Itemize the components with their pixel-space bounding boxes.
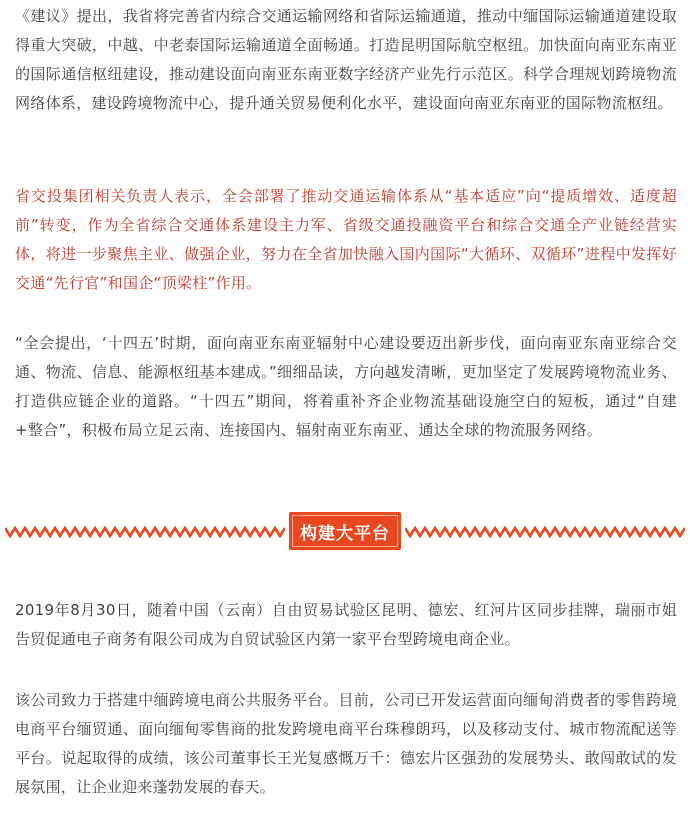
paragraph-cross-border-ecommerce: 该公司致力于搭建中缅跨境电商公共服务平台。目前，公司已开发运营面向缅甸消费者的零售跨境电商平台缅贸通、面向缅甸零售商的批发跨境电商平台珠穆朗玛，以及移动支付、城市物流配送等平台。说起取得的成绩，该公司董事长王光复感慨万千：德宏片区强劲的发展势头、敢闯敢试的发展氛围，让企业迎来蓬勃发展的春天。 (15, 691, 677, 796)
section-divider (0, 510, 690, 554)
paragraph-fourteenth-five-year: “全会提出，‘十四五’时期，面向南亚东南亚辐射中心建设要迈出新步伐，面向南亚东南亚综合交通、物流、信息、能源枢纽基本建成。”细细品读，方向越发清晰，更加坚定了发展跨境物流业务、打造供应链企业的道路。“十四五”期间，将着重补齐企业物流基础设施空白的短板，通过“自建+整合”，积极布局立足云南、连接国内、辐射南亚东南亚、通达全球的物流服务网络。 (15, 334, 677, 439)
section-heading-badge (289, 512, 401, 550)
section-heading: 构建大平台 (300, 523, 390, 544)
paragraph-suggestion: 《建议》提出，我省将完善省内综合交通运输网络和省际运输通道，推动中缅国际运输通道建设取得重大突破，中越、中老泰国际运输通道全面畅通。打造昆明国际航空枢纽。加快面向南亚东南亚的国际通信枢纽建设，推动建设面向南亚东南亚数字经济产业先行示范区。科学合理规划跨境物流网络体系，建设跨境物流中心，提升通关贸易便利化水平，建设面向南亚东南亚的国际物流枢纽。 (15, 7, 677, 112)
paragraph-transport-group-quote: 省交投集团相关负责人表示，全会部署了推动交通运输体系从“基本适应”向“提质增效、适度超前”转变，作为全省综合交通体系建设主力军、省级交通投融资平台和综合交通全产业链经营实体，将进一步聚焦主业、做强企业，努力在全省加快融入国内国际“大循环、双循环”进程中发挥好交通“先行官”和国企“顶梁柱”作用。 (15, 187, 677, 292)
left-zigzag-decoration (5, 526, 285, 538)
right-zigzag-decoration (405, 526, 685, 538)
paragraph-free-trade-zone: 2019年8月30日，随着中国（云南）自由贸易试验区昆明、德宏、红河片区同步挂牌，瑞丽市姐告贸促通电子商务有限公司成为自贸试验区内第一家平台型跨境电商企业。 (15, 601, 677, 648)
